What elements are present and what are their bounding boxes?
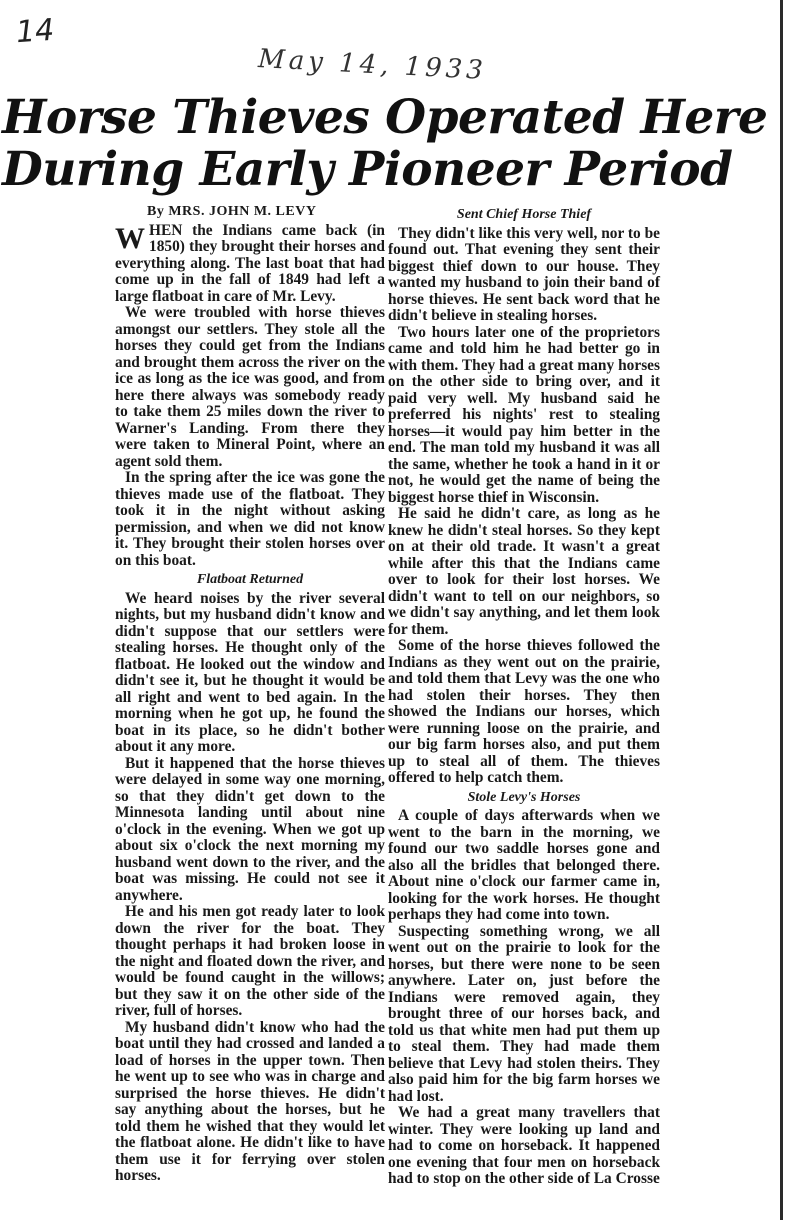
paragraph: We were troubled with horse thieves amongst our settlers. They stole all the horses they could get from the Indians and brought them across the river on the ice as long as the ice was good, and from here there always was somebody ready to take them 25 miles down the river to Warner's Landing. From there they were taken to Mineral Point, where an agent sold them. (115, 304, 385, 470)
headline-line-1: Horse Thieves Operated Here (2, 90, 768, 145)
paragraph: My husband didn't know who had the boat until they had crossed and landed a load of horses in the upper town. Then he went up to see who was in charge and surprised the horse thieves. He didn't say anything about the horses, but he told them he wished that they would let the flatboat alone. He didn't like to have them use it for ferrying over stolen horses. (115, 1018, 385, 1184)
paragraph: Some of the horse thieves followed the Indians as they went out on the prairie, and told them that Levy was the one who had stolen their horses. They then showed the Indians our horses, which were running loose on the prairie, and our big farm horses also, and put them up to steal all of them. The thieves offered to help catch them. (388, 637, 660, 786)
drop-cap: W (115, 221, 145, 255)
page-number: 14 (14, 12, 56, 51)
paragraph: We had a great many travellers that winter. They were looking up land and had to come on horseback. It happened one evening that four men on horseback had to stop on the other side of La Crosse (388, 1104, 660, 1187)
handwritten-date: May 14, 1933 (257, 44, 488, 86)
clipping-edge-border (780, 0, 783, 1220)
paragraph: He said he didn't care, as long as he knew he didn't steal horses. So they kept on at their old trade. It wasn't a great while after this that the Indians came over to look for their lost horses. We didn't want to tell on our neighbors, so we didn't say anything, and let them look for them. (388, 505, 660, 638)
left-column (115, 204, 385, 1185)
paragraph-text: HEN the Indians came back (in 1850) they brought their horses and everything along. The last boat that had come up in the fall of 1849 had left a large flatboat in care of Mr. Levy. (115, 221, 385, 305)
paragraph: But it happened that the horse thieves were delayed in some way one morning, so that they didn't get down to the Minnesota landing until about nine o'clock in the evening. When we got up about six o'clock the next morning my husband went down to the river, and the boat was missing. He could not see it anywhere. (115, 754, 385, 904)
paragraph (115, 223, 385, 306)
headline-line-2: During Early Pioneer Period (2, 142, 733, 197)
paragraph: In the spring after the ice was gone the thieves made use of the flatboat. They took it in the night without asking permission, and when we did not know it. They brought their stolen horses over on this boat. (115, 469, 385, 569)
paragraph: We heard noises by the river several nights, but my husband didn't know and didn't suppose that our settlers were stealing horses. He thought only of the flatboat. He looked out the window and didn't see it, but he thought it would be all right and went to bed again. In the morning when he got up, he found the boat in its place, so he didn't bother about it any more. (115, 589, 385, 755)
subheading-flatboat-returned: Flatboat Returned (196, 572, 304, 587)
subheading-stole-levys-horses: Stole Levy's Horses (467, 789, 581, 805)
byline: By MRS. JOHN M. LEVY (147, 204, 317, 219)
right-column (388, 204, 660, 1188)
article-headline (2, 92, 777, 196)
paragraph: He and his men got ready later to look down the river for the boat. They thought perhaps it had broken loose in the night and floated down the river, and would be found caught in the willows; but they saw it on the other side of the river, full of horses. (115, 903, 385, 1019)
paragraph: Two hours later one of the proprietors came and told him he had better go in with them. They had a great many horses on the other side to bring over, and it paid very well. My husband said he preferred his nights' rest to stealing horses—it would pay him better in the end. The man told my husband it was all the same, whether he took a hand in it or not, he would get the name of being the biggest horse thief in Wisconsin. (388, 323, 660, 506)
subheading-sent-chief-horse-thief: Sent Chief Horse Thief (456, 207, 592, 222)
paragraph: Suspecting something wrong, we all went out on the prairie to look for the horses, but there were none to be seen anywhere. Later on, just before the Indians were removed again, they brought three of our horses back, and told us that white men had put them up to steal them. They had made them believe that Levy had stolen theirs. They also paid him for the big farm horses we had lost. (388, 922, 660, 1105)
paragraph: They didn't like this very well, nor to be found out. That evening they sent their biggest thief down to our house. They wanted my husband to join their band of horse thieves. He sent back word that he didn't believe in stealing horses. (388, 224, 660, 324)
paragraph: A couple of days afterwards when we went to the barn in the morning, we found our two saddle horses gone and also all the bridles that belonged there. About nine o'clock our farmer came in, looking for the work horses. He thought perhaps they had come into town. (388, 807, 660, 923)
